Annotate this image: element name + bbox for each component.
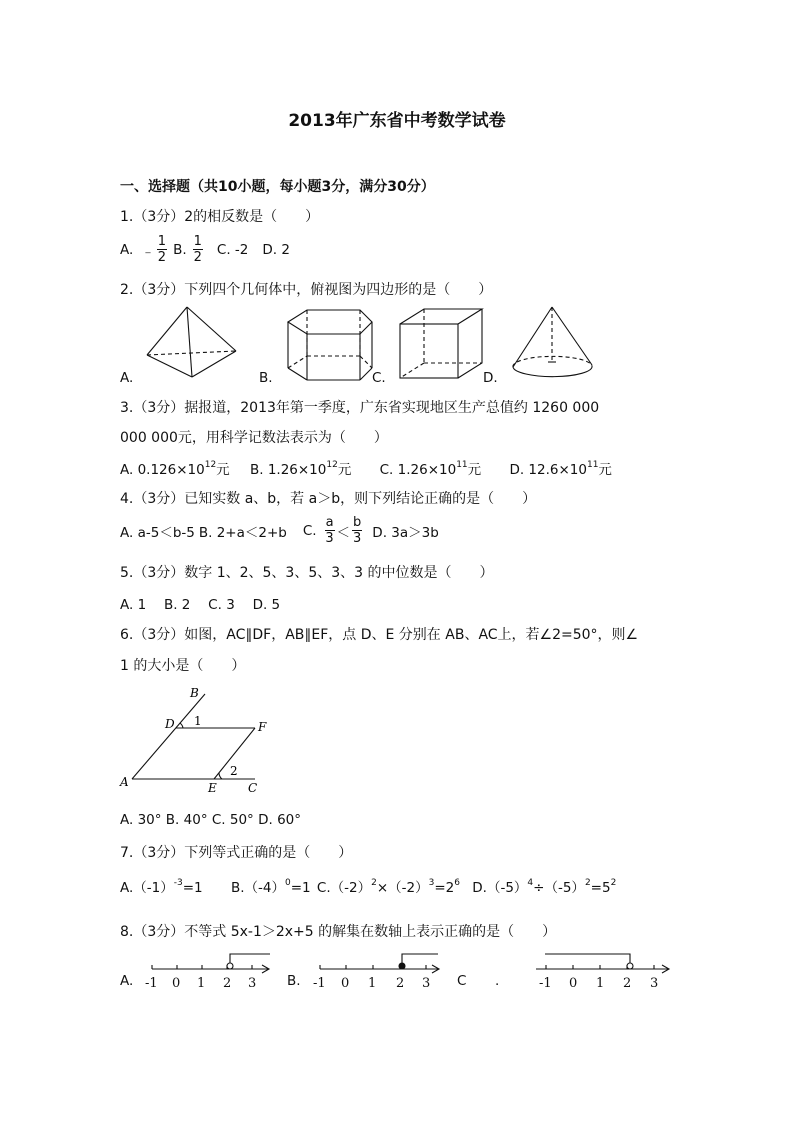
svg-text:3: 3 [650,976,659,991]
q1-option-d: D. 2 [262,241,290,258]
q1-option-c: C. -2 [216,241,249,258]
number-line-c-ticks [539,976,658,991]
svg-text:0: 0 [569,976,578,991]
q8-option-b: B. [287,973,301,989]
q4-option-d: D. 3a＞3b [372,524,439,541]
label-A: A [120,775,129,789]
svg-text:1: 1 [596,976,605,991]
label-F: F [258,720,267,734]
svg-text:2: 2 [223,976,232,991]
q1-a-denominator: 2 [157,250,167,265]
q4-c-denominator-b: 3 [353,531,362,546]
number-line-b-ticks [313,976,430,991]
q4-option-c-label: C. [302,522,317,539]
q2-option-c: C. [372,370,386,386]
q1-option-a-sign: ﹣ [141,243,155,260]
q1-b-numerator: 1 [193,234,202,249]
q3-option-c: C. $1.26\times 10^{11}$元 [379,460,482,478]
svg-text:3: 3 [422,976,431,991]
q1-option-a-fraction [157,234,167,265]
question-6-line-2: 1 的大小是（ ） [120,658,246,674]
question-3-line-2: 000 000元，用科学记数法表示为（ ） [120,430,388,446]
question-2-solids [110,300,610,390]
q1-option-a-label: A. [120,241,134,258]
q4-c-numerator-a: a [325,515,334,530]
q7-option-a: $A.(-1)^{-3}=1$ [120,878,203,896]
q1-option-b-fraction [193,234,203,265]
q1-a-numerator: 1 [157,234,167,249]
q2-option-a: A. [120,370,134,386]
label-D: D [165,717,175,731]
question-5-options: A. 1 B. 2 C. 3 D. 5 [120,597,281,613]
pyramid-figure [147,307,236,377]
q4-option-a: A. a-5＜b-5 [120,524,195,541]
question-4-stem: 4.（3分）已知实数 a、b，若 a＞b，则下列结论正确的是（ ） [120,491,537,507]
cone-figure [513,307,592,377]
question-6-parallel-figure [110,682,280,802]
page-title: 2013年广东省中考数学试卷 [288,111,506,131]
cube-figure [400,309,482,378]
label-B: B [190,686,199,700]
svg-text:1: 1 [368,976,377,991]
question-4-options [120,515,439,546]
q3-option-b: B. $1.26\times 10^{12}$元 [249,460,352,478]
number-line-a-ticks [145,976,256,991]
label-E: E [208,781,217,795]
q4-c-fraction-a [325,515,335,546]
question-3-options [120,458,612,478]
question-7-options [120,876,616,896]
svg-text:1: 1 [197,976,206,991]
q1-b-denominator: 2 [193,250,202,265]
q4-c-relation: ＜ [336,524,351,541]
number-line-c [536,954,669,973]
question-5-stem: 5.（3分）数字 1、2、5、3、5、3、3 的中位数是（ ） [120,565,494,581]
question-6-options: A. 30° B. 40° C. 50° D. 60° [120,812,301,828]
hexagonal-prism-figure [288,310,372,380]
question-7-stem: 7.（3分）下列等式正确的是（ ） [120,845,353,861]
q4-c-fraction-b [352,515,362,546]
q3-option-a: A. $0.126\times 10^{12}$元 [120,460,230,478]
svg-text:-1: -1 [313,976,326,991]
label-C: C [248,781,258,795]
q8-option-a: A. [120,973,134,989]
q4-option-b: B. 2+a＜2+b [198,524,287,541]
svg-text:2: 2 [623,976,632,991]
q1-option-b-label: B. [173,241,187,258]
question-8-stem: 8.（3分）不等式 5x-1＞2x+5 的解集在数轴上表示正确的是（ ） [120,924,557,940]
q7-option-c: $C.(-2)^2\times(-2)^3=2^6$ [316,878,460,896]
label-angle-1: 1 [194,714,202,728]
q8-option-c: C [457,973,467,989]
q3-option-d: D. $12.6\times 10^{11}$元 [509,460,612,478]
number-line-a [152,954,270,973]
q4-c-denominator-a: 3 [325,531,334,546]
question-2-stem: 2.（3分）下列四个几何体中，俯视图为四边形的是（ ） [120,282,493,298]
number-line-b [320,954,439,973]
q8-option-c-dot: . [495,973,500,989]
question-1-stem: 1.（3分）2的相反数是（ ） [120,209,320,225]
svg-text:3: 3 [248,976,257,991]
svg-text:0: 0 [172,976,181,991]
question-3-line-1: 3.（3分）据报道，2013年第一季度，广东省实现地区生产总值约 1260 000 [120,400,600,416]
q4-c-numerator-b: b [353,515,362,530]
svg-text:2: 2 [396,976,405,991]
svg-text:-1: -1 [145,976,158,991]
question-6-line-1: 6.（3分）如图，AC∥DF，AB∥EF，点 D、E 分别在 AB、AC上，若∠2=50°，则∠ [120,627,639,643]
svg-text:0: 0 [341,976,350,991]
question-8-number-lines [140,945,680,995]
section-heading: 一、选择题（共10小题，每小题3分，满分30分） [120,179,435,195]
question-1-options [120,234,290,265]
svg-text:-1: -1 [539,976,552,991]
q2-option-d: D. [483,370,498,386]
q7-option-b: $B.(-4)^0=1$ [230,878,311,896]
q7-option-d: $D.(-5)^4\div(-5)^2=5^2$ [472,878,617,896]
q2-option-b: B. [259,370,273,386]
label-angle-2: 2 [230,764,238,778]
